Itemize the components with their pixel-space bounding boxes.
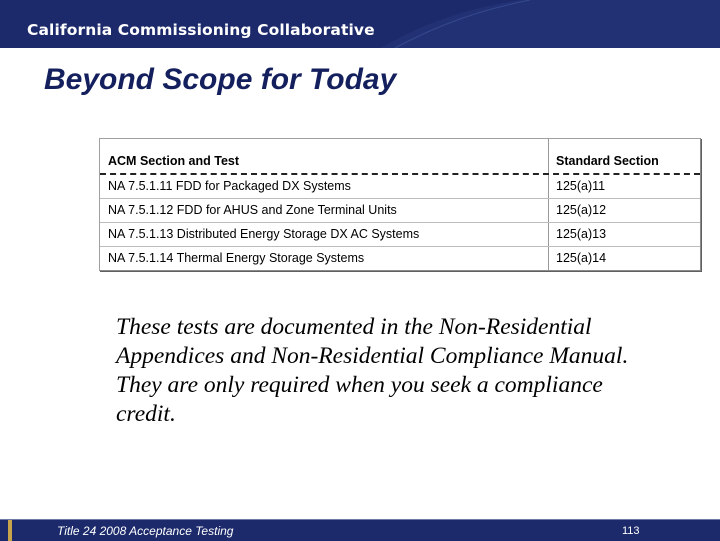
acm-section-cell: NA 7.5.1.11 FDD for Packaged DX Systems bbox=[108, 179, 351, 193]
slide-title: Beyond Scope for Today bbox=[44, 63, 397, 96]
row-divider bbox=[100, 246, 700, 247]
standard-section-cell: 125(a)12 bbox=[556, 203, 607, 217]
page-number: 113 bbox=[622, 525, 640, 537]
row-divider bbox=[100, 222, 700, 223]
footer-course-title: Title 24 2008 Acceptance Testing bbox=[57, 524, 234, 538]
footer-bar bbox=[0, 519, 720, 541]
explanatory-note: These tests are documented in the Non-Residential Appendices and Non-Residential Compliance Manual. They are only required when you seek a compliance credit. bbox=[116, 314, 629, 427]
column-header-standard-section: Standard Section bbox=[556, 154, 659, 168]
acm-section-cell: NA 7.5.1.13 Distributed Energy Storage DX AC Systems bbox=[108, 227, 420, 241]
header-band bbox=[0, 0, 720, 48]
brand-name: California Commissioning Collaborative bbox=[27, 21, 375, 39]
standard-section-cell: 125(a)11 bbox=[556, 179, 606, 193]
column-divider bbox=[548, 139, 549, 270]
header-dashed-rule bbox=[100, 173, 700, 175]
column-header-acm-section: ACM Section and Test bbox=[108, 154, 240, 168]
acm-table bbox=[99, 138, 701, 271]
standard-section-cell: 125(a)13 bbox=[556, 227, 607, 241]
footer-accent-mark bbox=[8, 520, 12, 541]
acm-section-cell: NA 7.5.1.12 FDD for AHUS and Zone Terminal Units bbox=[108, 203, 397, 217]
standard-section-cell: 125(a)14 bbox=[556, 251, 607, 265]
row-divider bbox=[100, 198, 700, 199]
acm-section-cell: NA 7.5.1.14 Thermal Energy Storage Systems bbox=[108, 251, 365, 265]
